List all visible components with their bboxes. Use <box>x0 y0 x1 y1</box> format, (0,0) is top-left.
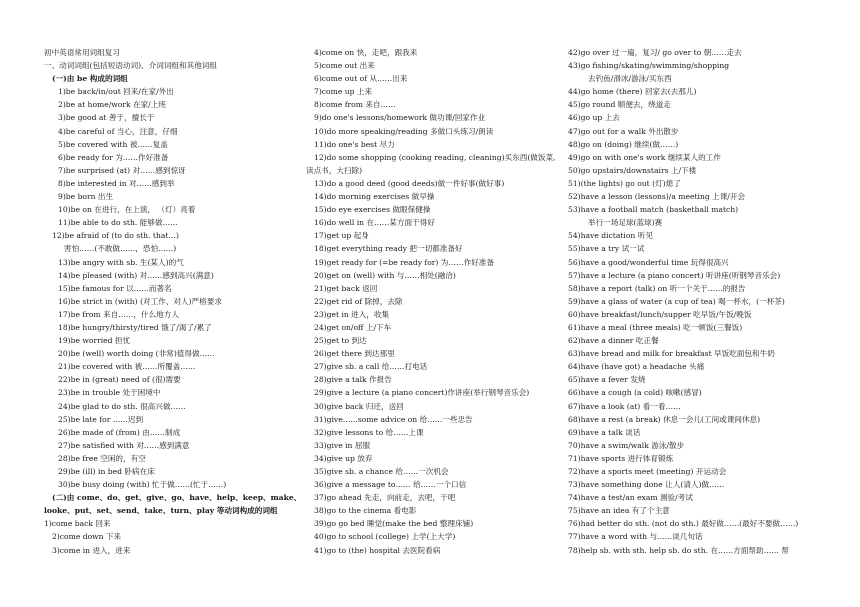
text-line: 70)have a swim/walk 游泳/散步 <box>568 440 685 450</box>
text-line: 5)come out 出来 <box>314 61 375 71</box>
text-line: 23)get in 进入，收集 <box>314 309 390 319</box>
column-left <box>44 46 306 557</box>
text-line: 18)get everything ready 把一切都准备好 <box>314 244 463 254</box>
text-line: 去钓鱼/滑冰/游泳/买东西 <box>588 74 672 84</box>
text-line: 73)have something done 让人(请人)做…… <box>568 480 725 490</box>
text-line: 30)be busy doing (with) 忙于做……(忙于……) <box>58 480 227 490</box>
text-line: 7)come up 上来 <box>314 87 373 97</box>
text-line: 40)go to school (college) 上学(上大学) <box>314 532 456 542</box>
text-line: 1)come back 回来 <box>44 519 111 529</box>
text-line: 50)go upstairs/downstairs 上/下楼 <box>568 165 697 175</box>
text-line: 55)have a try 试一试 <box>568 244 645 254</box>
text-line: 64)have (have got) a headache 头痛 <box>568 362 705 372</box>
text-line: 2)be at home/work 在家/上班 <box>58 100 166 110</box>
text-line: 46)go up 上去 <box>568 113 620 123</box>
text-line: 34)give up 放弃 <box>314 453 373 463</box>
text-line: 53)have a football match (basketball match) <box>568 205 739 215</box>
text-line: 24)be glad to do sth. 很高兴做…… <box>58 401 186 411</box>
text-line: 7)be surprised (at) 对……感到惊讶 <box>58 165 186 175</box>
text-line: 21)be covered with 被……所覆盖…… <box>58 362 196 372</box>
text-line: 27)be satisfied with 对……感到满意 <box>58 440 190 450</box>
text-line: 35)give sb. a chance 给……一次机会 <box>314 467 449 476</box>
text-line: 14)do morning exercises 做早操 <box>314 192 435 202</box>
text-line: (一)由 be 构成的词组 <box>52 74 128 84</box>
text-line: 32)give lessons to 给……上课 <box>314 427 424 437</box>
text-line: 15)be famous for 以……而著名 <box>58 283 172 293</box>
text-line: 20)get on (well) with 与……相处(融洽) <box>314 270 456 280</box>
text-line: 9)be born 出生 <box>58 192 114 202</box>
text-line: 43)go fishing/skating/swimming/shopping <box>568 61 730 71</box>
text-line: 75)have an idea 有了个主意 <box>568 506 670 516</box>
text-line: 58)have a report (talk) on 听一个关于……的报告 <box>568 283 746 293</box>
text-line: 10)do more speaking/reading 多做口头练习/朗读 <box>314 126 494 136</box>
text-line: 63)have bread and milk for breakfast 早饭吃面包和牛奶 <box>568 349 775 359</box>
text-line: 6)be ready for 为……作好准备 <box>58 152 169 162</box>
text-line: 33)give in 屈服 <box>314 440 371 450</box>
text-line: 31)give……some advice on 给……一些忠告 <box>314 414 473 424</box>
text-line: 65)have a fever 发烧 <box>568 375 646 385</box>
text-line: 11)be able to do sth. 能够做…… <box>58 218 178 228</box>
column-middle <box>306 46 568 557</box>
text-line: 66)have a cough (a cold) 咳嗽(感冒) <box>568 388 702 398</box>
text-line: 76)had better do sth. (not do sth.) 最好做……(最好不要做……) <box>568 519 799 529</box>
text-line: 23)be in trouble 处于困境中 <box>58 388 161 398</box>
text-line: 8)be interested in 对……感到举 <box>58 178 175 188</box>
text-line: 78)help sb. with sth. help sb. do sth. 在……方面帮助…… 帮 <box>568 545 789 555</box>
text-line: 26)get there 到达那里 <box>314 349 395 359</box>
text-line: looke、put、set、send、take、turn、play 等动词构成的词组 <box>44 506 278 516</box>
text-line: 3)come in 进入，进来 <box>52 545 131 555</box>
text-line: 61)have a meal (three meals) 吃一顿饭(三餐饭) <box>568 322 743 332</box>
text-line: 13)be angry with sb. 生(某人)的气 <box>58 257 184 267</box>
text-line: 初中英语常用词组复习 <box>44 48 120 57</box>
text-line: 42)go over 过一遍，复习/ go over to 朝……走去 <box>568 48 742 57</box>
text-line: 19)be worried 担忧 <box>58 336 131 346</box>
text-line: 25)be late for ……迟到 <box>58 414 144 424</box>
text-line: 38)go to the cinema 看电影 <box>314 506 417 516</box>
text-line: 74)have a test/an exam 测验/考试 <box>568 493 693 503</box>
text-line: 48)go on (doing) 继续(做……) <box>568 139 679 149</box>
text-line: 举行一场足球(蓝球)赛 <box>588 218 663 228</box>
text-line: 1)be back/in/out 回来/在家/外出 <box>58 87 174 97</box>
text-line: 12)be afraid of (to do sth. that…) <box>52 231 179 241</box>
text-line: 56)have a good/wonderful time 玩得很高兴 <box>568 257 729 267</box>
text-line: 25)get to 到达 <box>314 336 367 346</box>
text-line: 害怕……(不敢做……，恐怕……) <box>64 244 177 254</box>
text-line: 69)have a talk 谈话 <box>568 427 641 437</box>
text-line: 29)be (ill) in bed 卧病在床 <box>58 467 155 476</box>
text-line: 5)be covered with 被……复盖 <box>58 139 168 149</box>
text-line: 18)be hungry/thirsty/tired 饿了/渴了/累了 <box>58 322 212 332</box>
text-line: 16)do well in 在……某方面干得好 <box>314 218 435 228</box>
text-line: 30)give back 归还，送回 <box>314 401 404 411</box>
text-line: 一、动词词组(包括短语动词)、介词词组和其他词组 <box>44 61 217 71</box>
text-line: 27)give sb. a call 给……打电话 <box>314 362 428 372</box>
text-line: 68)have a rest (a break) 休息一会儿(工间或课间休息) <box>568 414 761 424</box>
text-line: 16)be strict in (with) (对工作、对人)严格要求 <box>58 296 222 306</box>
text-line: 19)get ready for (=be ready for) 为……作好准备 <box>314 257 494 267</box>
text-line: 36)give a message to…… 给……一个口信 <box>314 480 467 490</box>
text-line: 41)go to (the) hospital 去医院看病 <box>314 545 441 555</box>
text-line: 67)have a look (at) 看一看…… <box>568 401 681 411</box>
text-line: 39)go go bed 睡觉(make the bed 整理床铺) <box>314 519 474 529</box>
text-line: 13)do a good deed (good deeds)做一件好事(做好事) <box>314 178 505 188</box>
text-line: 26)be made of (from) 由……制成 <box>58 427 181 437</box>
text-line: 22)be in (great) need of (很)需要 <box>58 375 181 385</box>
text-line: 72)have a sports meet (meeting) 开运动会 <box>568 467 727 476</box>
text-line: 11)do one's best 尽力 <box>314 139 395 149</box>
text-line: 62)have a dinner 吃正餐 <box>568 336 659 346</box>
text-line: 54)have dictation 听见 <box>568 231 653 241</box>
text-line: 15)do eye exercises 做眼保健操 <box>314 205 431 215</box>
column-right <box>568 46 850 557</box>
text-line: 37)go ahead 先走，向前走，去吧，干吧 <box>314 493 456 503</box>
text-line: 20)be (well) worth doing (非常)值得做…… <box>58 349 215 359</box>
text-line: 9)do one's lessons/homework 做功课/回家作业 <box>314 113 486 123</box>
text-line: 22)get rid of 除掉，去除 <box>314 296 403 306</box>
text-line: 49)go on with one's work 继续某人的工作 <box>568 152 721 162</box>
text-line: 6)come out of 从……出来 <box>314 74 408 84</box>
text-line: 57)have a lecture (a piano concert) 听讲座(听钢琴音乐会) <box>568 270 781 280</box>
text-line: 14)be pleased (with) 对……感到高兴(满意) <box>58 270 214 280</box>
text-line: 3)be good at 善于，擅长于 <box>58 113 155 123</box>
text-line: 2)come down 下来 <box>52 532 122 542</box>
text-line: 24)get on/off 上/下车 <box>314 322 392 332</box>
text-line: 28)give a talk 作报告 <box>314 375 392 385</box>
text-line: 71)have sports 进行体育锻炼 <box>568 453 674 463</box>
text-line: 59)have a glass of water (a cup of tea) 喝一杯水，(一杯茶) <box>568 296 785 306</box>
text-line: 45)go round 顺便去，绕道走 <box>568 100 671 110</box>
text-line: (二)由 come、do、get、give、go、have、help、keep、make、 <box>52 493 302 503</box>
text-line: 47)go out for a walk 外出散步 <box>568 126 679 136</box>
text-line: 60)have breakfast/lunch/supper 吃早饭/午饭/晚饭 <box>568 309 752 319</box>
text-line: 8)come from 来自…… <box>314 100 396 110</box>
text-line: 读点书，大扫除) <box>306 165 363 175</box>
text-line: 10)be on 在进行，在上演， （灯）亮着 <box>58 205 196 215</box>
text-line: 28)be free 空闲的，有空 <box>58 453 146 463</box>
text-line: 4)be careful of 当心，注意，仔细 <box>58 126 178 136</box>
text-line: 29)give a lecture (a piano concert)作讲座(举行钢琴音乐会) <box>314 388 530 398</box>
text-line: 4)come on 快，走吧，跟我来 <box>314 48 418 57</box>
text-line: 17)get up 起身 <box>314 231 369 241</box>
text-line: 77)have a word with 与……谈几句话 <box>568 532 703 542</box>
text-line: 44)go home (there) 回家去(去那儿) <box>568 87 697 97</box>
text-line: 52)have a lesson (lessons)/a meeting 上课/开会 <box>568 192 746 202</box>
text-line: 21)get back 返回 <box>314 283 378 293</box>
text-line: 12)do some shopping (cooking reading, cleaning)买东西(做饭菜, <box>314 152 556 162</box>
text-line: 17)be from 来自……，什么地方人 <box>58 309 179 319</box>
text-line: 51)(the lights) go out (灯)熄了 <box>568 178 681 188</box>
